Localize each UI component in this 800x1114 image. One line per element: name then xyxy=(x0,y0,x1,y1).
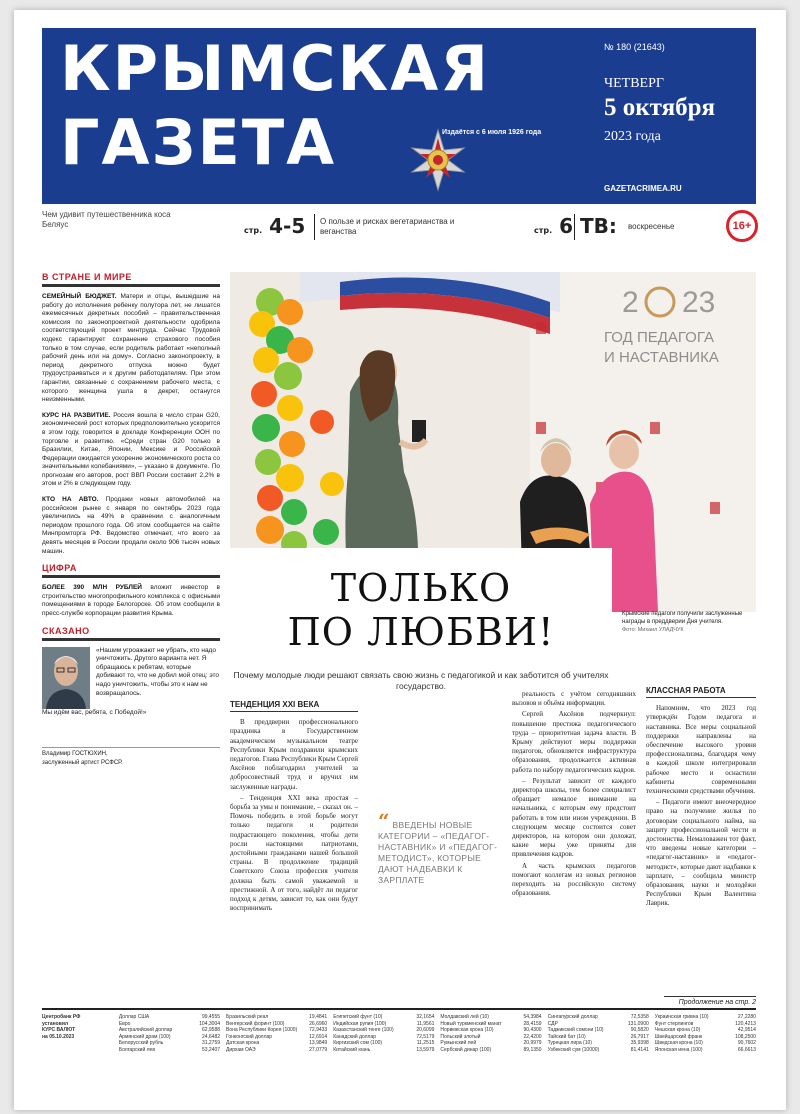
currency-row xyxy=(548,1047,649,1054)
currency-footer xyxy=(42,1008,756,1076)
currency-name: СДР xyxy=(547,1020,558,1027)
currency-name: Шведская крона (10) xyxy=(654,1040,703,1046)
continued-link[interactable]: Продолжение на стр. 2 xyxy=(664,996,756,1006)
currency-name: Румынский лей xyxy=(440,1040,477,1046)
currency-column xyxy=(226,1014,327,1053)
issue-number-main: № 180 xyxy=(604,42,632,52)
article-paragraph: – Педагоги имеют внеочередное право на получение жилья по договорам социального найма, на защиту профессиональной чести и достоинства. Немаловажен тот факт, что введены новые категории – «педагог-наставник» и «педагог-методист», которые дают надбавки к зарплате, – сообщила министр образования, науки и молодёжи Республики Крым Валентина Лаврик. xyxy=(646,798,756,908)
left-column xyxy=(42,272,220,767)
currency-row xyxy=(655,1047,756,1054)
currency-rate: 11,9561 xyxy=(416,1020,435,1027)
brief-lead: КТО НА АВТО. xyxy=(42,496,99,504)
portrait-photo xyxy=(42,647,90,709)
currency-column xyxy=(119,1014,220,1053)
currency-rate: 35,9398 xyxy=(630,1040,649,1046)
currency-name: Узбекский сум (10000) xyxy=(547,1046,600,1053)
currency-row xyxy=(440,1047,541,1054)
currency-name: Молдавский лей (10) xyxy=(440,1014,489,1020)
weekday: ЧЕТВЕРГ xyxy=(604,76,664,91)
currency-name: Доллар США xyxy=(118,1014,150,1020)
quote-mark-icon: “ xyxy=(378,809,390,833)
currency-name: Белорусский рубль xyxy=(118,1040,164,1046)
currency-name: Новый туркменский манат xyxy=(440,1020,502,1027)
teaser-vegetarian-text[interactable]: О пользе и рисках вегетарианства и веганства xyxy=(320,217,455,236)
article-subhead-class-work: КЛАССНАЯ РАБОТА xyxy=(646,686,756,698)
issue-date: 5 октября xyxy=(604,94,716,121)
currency-name: Чешская крона (10) xyxy=(654,1027,701,1033)
article-paragraph: Сергей Аксёнов подчеркнул: повышение престижа педагогического труда – приоритетная задача власти. В Крыму действуют меры поддержки педагогов, обновляется инфраструктура образования, продолжается активная работа по набору педагогических кадров. xyxy=(512,710,636,774)
issue-number-total: (21643) xyxy=(633,42,665,52)
brief-text: Продажи новых автомобилей на российском рынке с января по сентябрь 2023 года увеличились на 49% в сравнении с аналогичным периодом прошлого года. Об этом сообщается на сайте Минпромторга РФ. Ведомство отмечает, что всего за девять месяцев в России продали около 906 тысяч новых машин. xyxy=(42,496,220,555)
brief-family-budget xyxy=(42,293,220,405)
currency-rate: 42,9514 xyxy=(737,1027,756,1033)
currency-name: Евро xyxy=(118,1020,131,1027)
currency-name: Гонконгский доллар xyxy=(226,1033,273,1040)
teaser-divider xyxy=(574,214,575,240)
caption-credit: Фото: Михаил УЛАДЧУК xyxy=(622,627,684,633)
currency-intro-line: Центробанк РФ xyxy=(42,1014,81,1020)
masthead-title-line2: ГАЗЕТА xyxy=(60,106,337,179)
subheadline: Почему молодые люди решают связать свою жизнь с педагогикой и как заботится об учителях государство. xyxy=(233,670,609,691)
currency-name: Египетский фунт (10) xyxy=(333,1014,383,1020)
quote-text: «Нашим угроажают не убрать, кто надо уничтожить. Другого варианта нет. Я обращаюсь к ребятам, которые добивают то, что не добил мой отец: это надо уничтожить, чтобы это к нам не возвращалось. xyxy=(96,646,220,697)
currency-rate: 31,2759 xyxy=(201,1040,221,1046)
currency-rate: 81,4141 xyxy=(630,1046,649,1053)
masthead-issue-info xyxy=(602,34,752,198)
article-paragraph: А часть крымских педагогов помогают коллегам из новых регионов переходить на российскую систему образования. xyxy=(512,861,636,898)
masthead xyxy=(42,28,756,204)
since-line: Издаётся с 6 июля 1926 года xyxy=(442,129,542,136)
currency-name: Австралийский доллар xyxy=(118,1027,173,1033)
brief-development xyxy=(42,412,220,489)
currency-rate: 32,1654 xyxy=(416,1014,435,1020)
currency-name: Японская иена (100) xyxy=(654,1046,703,1053)
quote-text-end: Мы идём вас, ребята, с Победой!» xyxy=(42,708,147,716)
currency-rate: 104,3004 xyxy=(199,1020,221,1027)
currency-rate: 27,2280 xyxy=(737,1014,756,1020)
caption-text: Крымские педагоги получили заслуженные награды в преддверии Дня учителя. xyxy=(622,611,743,625)
brief-lead: БОЛЕЕ 390 МЛН РУБЛЕЙ xyxy=(42,584,142,592)
brief-cars xyxy=(42,496,220,556)
currency-rate: 72,5179 xyxy=(416,1033,435,1040)
currency-rate: 27,0779 xyxy=(309,1046,328,1053)
currency-name: Киргизский сом (100) xyxy=(333,1040,383,1046)
currency-rate: 99,4555 xyxy=(201,1014,221,1020)
quote-author: Владимир ГОСТЮХИН, xyxy=(42,750,108,757)
currency-row xyxy=(226,1047,327,1054)
currency-rate: 89,1350 xyxy=(523,1046,542,1053)
brief-text: Россия вошла в число стран G20, экономический рост которых предположительно ускорится в этом году, говорится в докладе Конференции ООН по торговле и развитию. «Среди стран G20 только в Бразилии, Китае, Японии, Мексике и Российской Федерации ожидается ускорение экономического роста со значительными колебаниями», – указано в документе. По прогнозам его авторов, рост ВВП России составит 2,2% в этом и 2% в следующем году. xyxy=(42,411,220,488)
currency-name: Канадский доллар xyxy=(333,1033,377,1040)
currency-rate: 53,2407 xyxy=(201,1046,221,1053)
teaser-pages-4-5[interactable] xyxy=(244,214,305,238)
currency-name: Казахстанский тенге (100) xyxy=(333,1027,394,1033)
brief-text: вложит инвестор в строительство многопрофильного комплекса с офисными помещениями в городе Белогорске. Об этом сообщили в пресс-службе корпорации развития Крыма. xyxy=(42,584,220,617)
headline-line2: ПО ЛЮБВИ! xyxy=(287,610,555,654)
currency-row xyxy=(119,1047,220,1054)
article-column-1 xyxy=(230,700,358,915)
currency-rate: 72,5358 xyxy=(630,1014,649,1020)
currency-rate: 22,4200 xyxy=(523,1033,542,1040)
brief-text: Матери и отцы, вышедшие на работу до исполнения ребенку полутора лет, не лишатся ежемесячных декретных пособий – правительственная комиссия по законопроектной деятельности одобрила соответствующий проект минтруда. Сейчас Трудовой кодекс гарантирует сохранение страхового пособия только в том случае, если родитель работает «неполный рабочий день или на дому». Согласно законопроекту, в период декретного отпуска можно будет трудоустраиваться и к другим работодателям. При этом гарантии, связанные с сохранением рабочего места, с которого женщина ушла в декрет, останутся неизменными. xyxy=(42,293,220,404)
currency-rate: 90,5820 xyxy=(630,1027,649,1033)
currency-intro-line: КУРС ВАЛЮТ xyxy=(42,1027,76,1033)
photo-caption xyxy=(622,610,756,634)
pull-quote-text: ВВЕДЕНЫ НОВЫЕ КАТЕГОРИИ – «ПЕДАГОГ-НАСТАВНИК» И «ПЕДАГОГ-МЕТОДИСТ», КОТОРЫЕ ДАЮТ НАДБАВКИ К ЗАРПЛАТЕ xyxy=(378,820,498,885)
currency-name: Сингапурский доллар xyxy=(547,1014,598,1020)
section-title-said: СКАЗАНО xyxy=(42,626,220,641)
brief-lead: КУРС НА РАЗВИТИЕ. xyxy=(42,411,111,419)
currency-name: Турецкая лира (10) xyxy=(547,1040,592,1046)
currency-column xyxy=(440,1014,541,1053)
article-paragraph: – Результат зависит от каждого директора школы, тем более специалист обращает немалое внимание на начальника, с которым ему предстоит работать в том или ином учреждении. В следующем месяце состоится совет директоров, на котором они доложат, какие меры уже приняты для привлечения кадров. xyxy=(512,776,636,859)
photo-banner-line2: И НАСТАВНИКА xyxy=(604,349,719,366)
currency-rate: 11,2515 xyxy=(416,1040,435,1046)
currency-rate: 24,6482 xyxy=(201,1033,221,1040)
currency-column xyxy=(548,1014,649,1053)
article-paragraph: реальность с учётом сегодняшних вызовов и объёма информации. xyxy=(512,690,636,708)
article-paragraph: В преддверии профессионального праздника в Государственном академическом музыкальном театре Республики Крым поздравили крымских педагогов. Глава Республики Крым Сергей Аксёнов поблагодарил учителей за добросовестный труд и вручил им заслуженные награды. xyxy=(230,718,358,791)
currency-intro-line: на 05.10.2023 xyxy=(42,1033,75,1040)
currency-name: Украинская гривна (10) xyxy=(654,1014,709,1020)
currency-rate: 13,9849 xyxy=(309,1040,328,1046)
currency-name: Сербский динар (100) xyxy=(440,1046,492,1053)
currency-rate: 90,4300 xyxy=(523,1027,542,1033)
svg-text:2: 2 xyxy=(622,286,639,319)
issue-number xyxy=(604,42,665,52)
currency-name: Датская крона xyxy=(226,1040,260,1046)
brief-lead: СЕМЕЙНЫЙ БЮДЖЕТ. xyxy=(42,293,117,300)
currency-name: Таджикский сомони (10) xyxy=(547,1027,604,1033)
pull-quote xyxy=(378,809,504,886)
quote-block xyxy=(42,647,220,767)
teaser-page-6[interactable] xyxy=(534,214,573,238)
photo-banner-line1: ГОД ПЕДАГОГА xyxy=(604,329,714,346)
currency-column xyxy=(655,1014,756,1053)
svg-text:23: 23 xyxy=(682,286,716,319)
masthead-title-line1: КРЫМСКАЯ xyxy=(60,32,490,105)
brief-investment xyxy=(42,584,220,618)
issue-year: 2023 года xyxy=(604,129,661,144)
newspaper-page xyxy=(14,10,786,1110)
age-rating-badge: 16+ xyxy=(726,210,758,242)
teaser-divider xyxy=(314,214,315,240)
teaser-page-number: 4-5 xyxy=(269,214,306,238)
currency-rate: 28,4159 xyxy=(523,1020,542,1027)
currency-name: Фунт стерлингов xyxy=(654,1020,694,1027)
teaser-page-label: стр. xyxy=(534,226,553,235)
currency-name: Армянский драм (100) xyxy=(118,1033,171,1040)
currency-name: Вона Республики Корея (1000) xyxy=(226,1027,298,1033)
currency-rate: 19,4841 xyxy=(309,1014,328,1020)
teaser-page-number: 6 xyxy=(559,214,574,238)
currency-rate: 26,7917 xyxy=(630,1033,649,1040)
currency-rate: 108,2500 xyxy=(735,1033,756,1040)
currency-rate: 90,7602 xyxy=(737,1040,756,1046)
currency-name: Венгерский форинт (100) xyxy=(226,1020,285,1027)
currency-name: Китайский юань xyxy=(333,1046,371,1053)
currency-row xyxy=(333,1047,434,1054)
quote-author-role: заслуженный артист РСФСР. xyxy=(42,759,123,766)
teaser-page-label: стр. xyxy=(244,226,263,235)
main-headline xyxy=(230,548,612,672)
currency-rate: 66,6613 xyxy=(737,1046,756,1053)
currency-name: Швейцарский франк xyxy=(654,1033,703,1040)
currency-name: Дирхам ОАЭ xyxy=(226,1046,256,1053)
currency-rate: 12,6914 xyxy=(309,1033,328,1040)
section-title-country-world: В СТРАНЕ И МИРЕ xyxy=(42,272,220,287)
currency-rate: 54,3984 xyxy=(523,1014,542,1020)
site-url[interactable]: GAZETACRIMEA.RU xyxy=(604,184,682,193)
currency-name: Индийская рупия (100) xyxy=(333,1020,387,1027)
quote-signature xyxy=(42,747,220,768)
currency-intro-line: установил xyxy=(42,1020,69,1027)
currency-rate: 72,9433 xyxy=(309,1027,328,1033)
currency-name: Болгарский лев xyxy=(118,1046,155,1053)
teaser-tv-title[interactable]: ТВ: xyxy=(580,214,617,238)
currency-rate: 120,4213 xyxy=(735,1020,756,1027)
article-column-2 xyxy=(512,690,636,900)
currency-rate: 20,6099 xyxy=(416,1027,435,1033)
currency-name: Норвежская крона (10) xyxy=(440,1027,494,1033)
section-title-figure: ЦИФРА xyxy=(42,563,220,578)
currency-intro xyxy=(42,1014,113,1053)
currency-rate: 26,6960 xyxy=(309,1020,328,1027)
article-paragraph: Напомним, что 2023 год утверждён Годом педагога и наставника. Все меры социальной поддержки направлены на обеспечение высокого уровня профессионализма, благодаря чему в каждой школе интегрировали рабочее место и оснастили кабинеты современными техническими средствами обучения. xyxy=(646,704,756,796)
teaser-tv-text[interactable]: воскресенье xyxy=(628,222,675,231)
article-paragraph: – Тенденция XXI века простая – борьба за умы и понимание, – сказал он. – Помочь победить в этой борьбе могут только педагоги и родители подрастающего поколения, чтобы дети росли настоящими патриотами, достойными гражданами нашей большой страны. В продолжение традиций Советского Союза профессия учителя должна быть самой уважаемой и престижной. А от того, найдёт ли педагог подход к детям, зависит то, как они будут воспринимать xyxy=(230,793,358,913)
currency-rate: 131,0900 xyxy=(627,1020,649,1027)
currency-name: Бразильский реал xyxy=(226,1014,269,1020)
teaser-travel[interactable]: Чем удивит путешественника коса Беляус xyxy=(42,210,171,229)
currency-column xyxy=(333,1014,434,1053)
currency-rate: 20,9979 xyxy=(523,1040,542,1046)
currency-name: Тайский бат (10) xyxy=(547,1033,586,1040)
currency-rate: 13,5979 xyxy=(416,1046,435,1053)
article-subhead-trend: ТЕНДЕНЦИЯ XXI ВЕКА xyxy=(230,700,358,712)
headline-line1: ТОЛЬКО xyxy=(330,566,512,610)
currency-rate: 62,9588 xyxy=(201,1027,221,1033)
order-emblem-icon xyxy=(406,128,470,192)
currency-name: Польский злотый xyxy=(440,1033,481,1040)
article-column-3 xyxy=(646,686,756,911)
